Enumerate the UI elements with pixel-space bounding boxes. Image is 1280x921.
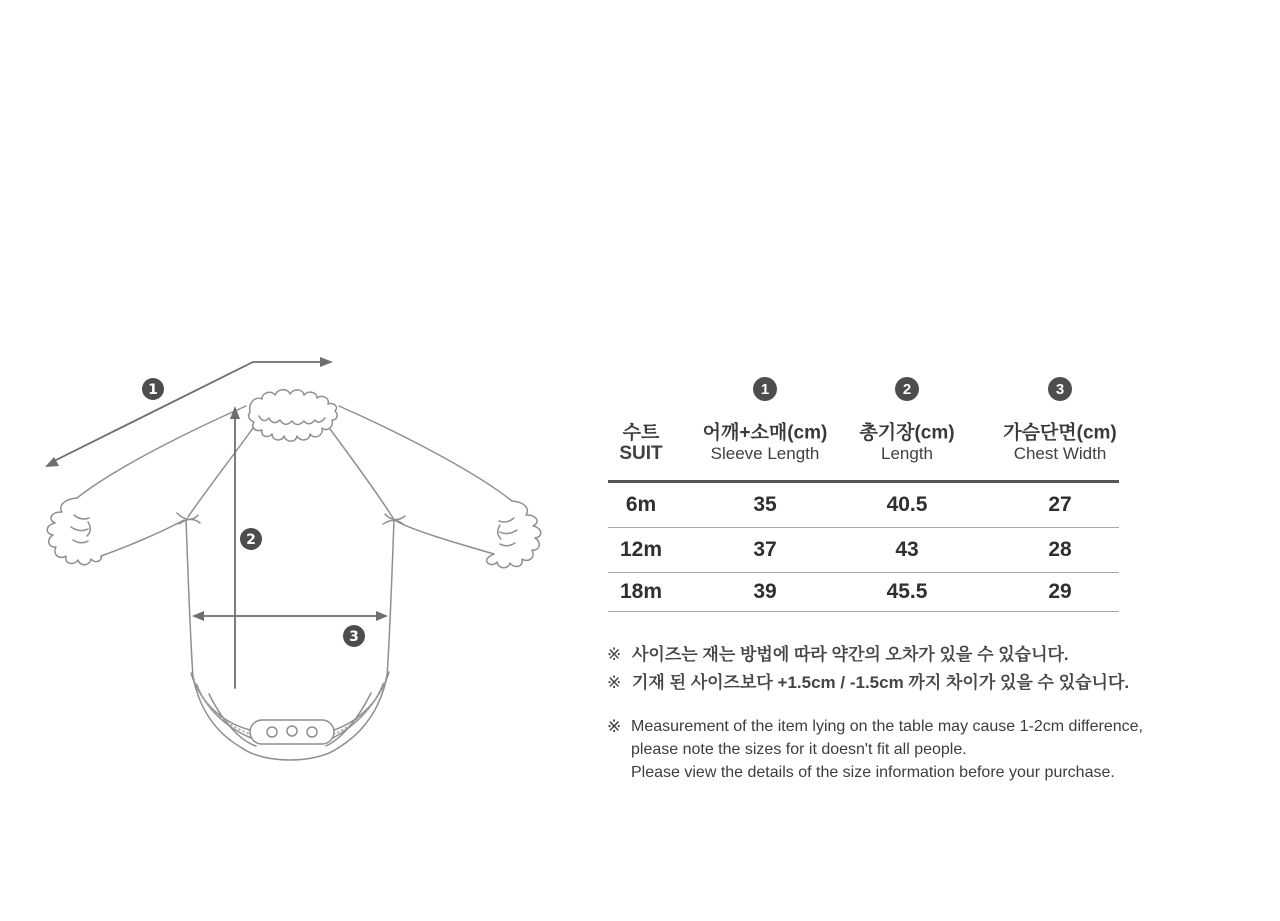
raglan-seam-left <box>188 428 253 517</box>
bottom-flap <box>242 748 338 760</box>
leg-band-right-outer <box>334 672 389 730</box>
reference-mark: ※ <box>607 645 622 664</box>
column-badge-1: 1 <box>753 377 777 401</box>
measure-3-arrowhead-right <box>376 611 388 621</box>
sleeve-top-right <box>339 406 512 501</box>
korean-note-line <box>607 641 1167 669</box>
measure-3-arrowhead-left <box>192 611 204 621</box>
bodysuit-measurement-diagram <box>25 340 575 790</box>
header-product-en: SUIT <box>619 443 663 464</box>
cuff-ruffle-left <box>47 498 101 565</box>
leg-band-right-inner <box>333 684 383 738</box>
english-note-text: Please view the details of the size information before your purchase. <box>631 764 1115 781</box>
table-row-6m <box>608 483 1119 528</box>
row-value: 45.5 <box>886 580 928 603</box>
header-col2-ko: 총기장(cm) <box>859 422 955 444</box>
notes-korean <box>607 641 1167 697</box>
collar-inner-ruffle <box>259 416 325 425</box>
body-side-right <box>387 520 394 676</box>
cuff-gathers-right <box>498 518 517 546</box>
table-header-english <box>608 443 1119 465</box>
row-value: 27 <box>1048 493 1072 516</box>
english-note-text: please note the sizes for it doesn't fit all people. <box>631 741 967 758</box>
column-badge-3: 3 <box>1048 377 1072 401</box>
sleeve-bottom-left <box>101 520 184 556</box>
diagram-badge-2: 2 <box>246 532 256 548</box>
korean-note-text: 기재 된 사이즈보다 +1.5cm / -1.5cm 까지 차이가 있을 수 있습니다. <box>632 673 1130 692</box>
row-value: 29 <box>1048 580 1072 603</box>
body-side-left <box>186 519 193 677</box>
table-badge-row <box>608 377 1119 401</box>
row-value: 37 <box>753 538 777 561</box>
english-note-text: Measurement of the item lying on the table may cause 1-2cm difference, <box>631 718 1143 735</box>
row-value: 40.5 <box>886 493 928 516</box>
raglan-seam-right <box>330 429 393 518</box>
measure-1-arrowhead-right <box>320 357 333 367</box>
column-badge-2: 2 <box>895 377 919 401</box>
row-size-label: 12m <box>619 538 663 561</box>
row-value: 35 <box>753 493 777 516</box>
underarm-notch-left <box>177 513 200 524</box>
sleeve-top-left <box>77 406 246 498</box>
measure-1-arrowhead-left <box>45 457 59 467</box>
row-value: 43 <box>895 538 919 561</box>
reference-mark: ※ <box>607 673 622 692</box>
table-header-korean <box>608 419 1119 443</box>
reference-mark: ※ <box>607 717 622 736</box>
sleeve-bottom-right <box>396 521 494 554</box>
diagram-badge-3: 3 <box>349 629 359 645</box>
row-size-label: 6m <box>625 493 657 516</box>
leg-band-right-stipple <box>334 678 386 734</box>
leg-inner-curve-left <box>209 694 256 746</box>
row-value: 28 <box>1048 538 1072 561</box>
bodysuit-line-drawing <box>25 340 575 790</box>
header-product-ko: 수트 <box>622 422 660 444</box>
korean-note-text: 사이즈는 재는 방법에 따라 약간의 오차가 있을 수 있습니다. <box>632 645 1069 664</box>
cuff-gathers-left <box>71 515 90 543</box>
header-col3-en: Chest Width <box>1013 444 1107 463</box>
measure-1-arrow-line <box>52 362 328 462</box>
header-col1-ko: 어깨+소매(cm) <box>702 422 828 444</box>
english-note-line <box>607 761 1187 784</box>
leg-outer-right <box>338 676 387 748</box>
english-note-line <box>607 715 1187 738</box>
row-value: 39 <box>753 580 777 603</box>
row-size-label: 18m <box>619 580 663 603</box>
table-row-18m <box>608 573 1119 612</box>
header-col2-en: Length <box>881 444 933 463</box>
size-table <box>608 377 1119 612</box>
header-col1-en: Sleeve Length <box>710 444 820 463</box>
snap-strip <box>250 720 334 744</box>
table-row-12m <box>608 528 1119 573</box>
header-col3-ko: 가슴단면(cm) <box>1003 422 1117 444</box>
collar-ruffle-outline <box>249 390 338 442</box>
diagram-badge-1: 1 <box>148 382 158 398</box>
cuff-ruffle-right <box>487 501 541 568</box>
english-note-line <box>607 738 1187 761</box>
korean-note-line <box>607 669 1167 697</box>
notes-english <box>607 715 1187 784</box>
